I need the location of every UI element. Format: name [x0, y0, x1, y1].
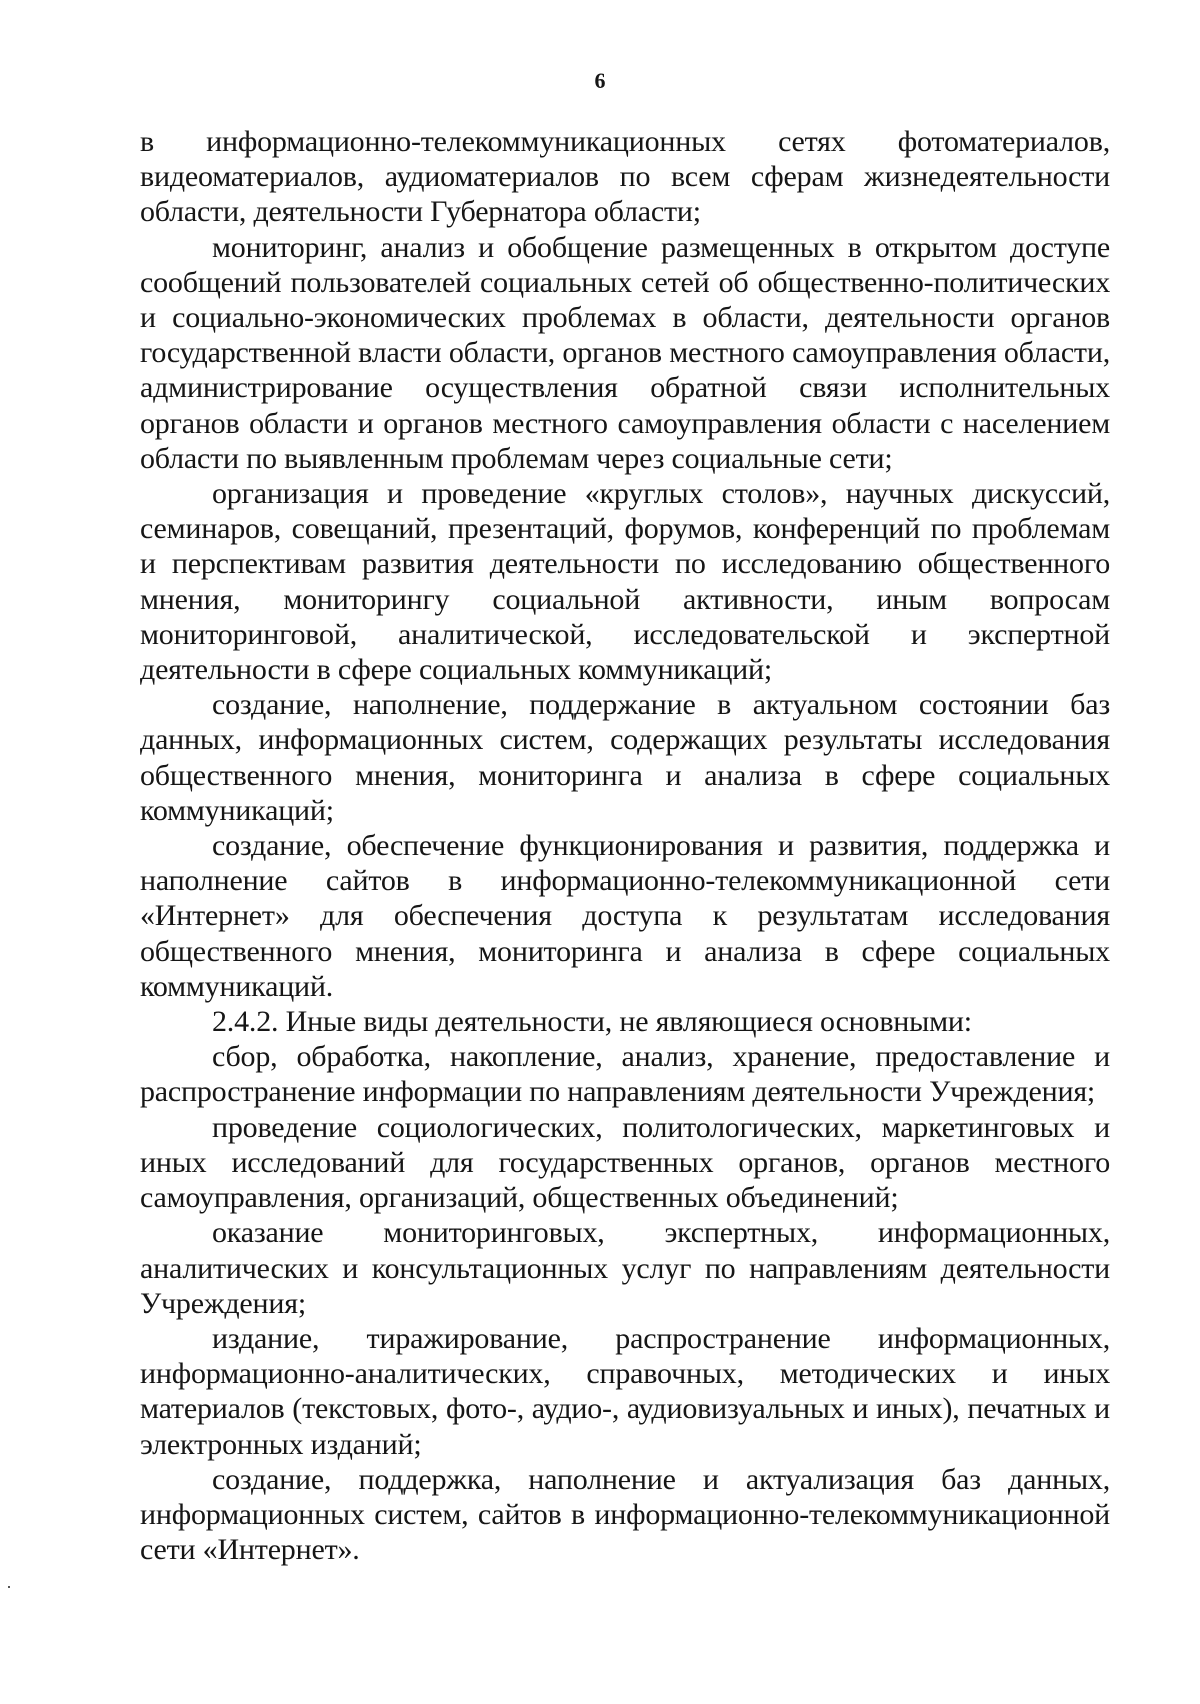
section-heading-2-4-2: 2.4.2. Иные виды деятельности, не являющиеся основными: — [212, 1005, 972, 1039]
paragraph-3: организация и проведение «круглых столов», научных дискуссий, семинаров, совещаний, презентаций, форумов, конференций по проблемам и перспективам развития деятельности по исследованию общественного мнения, мониторингу социальной активности, иным вопросам мониторинговой, аналитической, исследовательской и экспертной деятельности в сфере социальных коммуникаций; — [140, 477, 1110, 687]
scan-speck — [8, 1586, 10, 1588]
paragraph-7: проведение социологических, политологических, маркетинговых и иных исследований для государственных органов, органов местного самоуправления, организаций, общественных объединений; — [140, 1110, 1110, 1215]
paragraph-5: создание, обеспечение функционирования и развития, поддержка и наполнение сайтов в информационно-телекоммуникационной сети «Интернет» для обеспечения доступа к результатам исследования общественного мнения, мониторинга и анализа в сфере социальных коммуникаций. — [140, 829, 1110, 1003]
paragraph-2: мониторинг, анализ и обобщение размещенных в открытом доступе сообщений пользователей социальных сетей об общественно-политических и социально-экономических проблемах в области, деятельности органов государственной власти области, органов местного самоуправления области, администрирование осуществления обратной связи исполнительных органов области и органов местного самоуправления области с населением области по выявленным проблемам через социальные сети; — [140, 230, 1110, 475]
paragraph-4: создание, наполнение, поддержание в актуальном состоянии баз данных, информационных систем, содержащих результаты исследования общественного мнения, мониторинга и анализа в сфере социальных коммуникаций; — [140, 688, 1110, 827]
paragraph-8: оказание мониторинговых, экспертных, информационных, аналитических и консультационных услуг по направлениям деятельности Учреждения; — [140, 1216, 1110, 1320]
page-number: 6 — [594, 68, 606, 93]
document-body — [140, 124, 1110, 1567]
paragraph-6: сбор, обработка, накопление, анализ, хранение, предоставление и распространение информации по направлениям деятельности Учреждения; — [140, 1040, 1110, 1109]
paragraph-1: в информационно-телекоммуникационных сетях фотоматериалов, видеоматериалов, аудиоматериалов по всем сферам жизнедеятельности области, деятельности Губернатора области; — [140, 125, 1110, 229]
paragraph-9: издание, тиражирование, распространение информационных, информационно-аналитических, справочных, методических и иных материалов (текстовых, фото-, аудио-, аудиовизуальных и иных), печатных и электронных изданий; — [140, 1321, 1110, 1461]
paragraph-10: создание, поддержка, наполнение и актуализация баз данных, информационных систем, сайтов в информационно-телекоммуникационной сети «Интернет». — [140, 1462, 1110, 1567]
